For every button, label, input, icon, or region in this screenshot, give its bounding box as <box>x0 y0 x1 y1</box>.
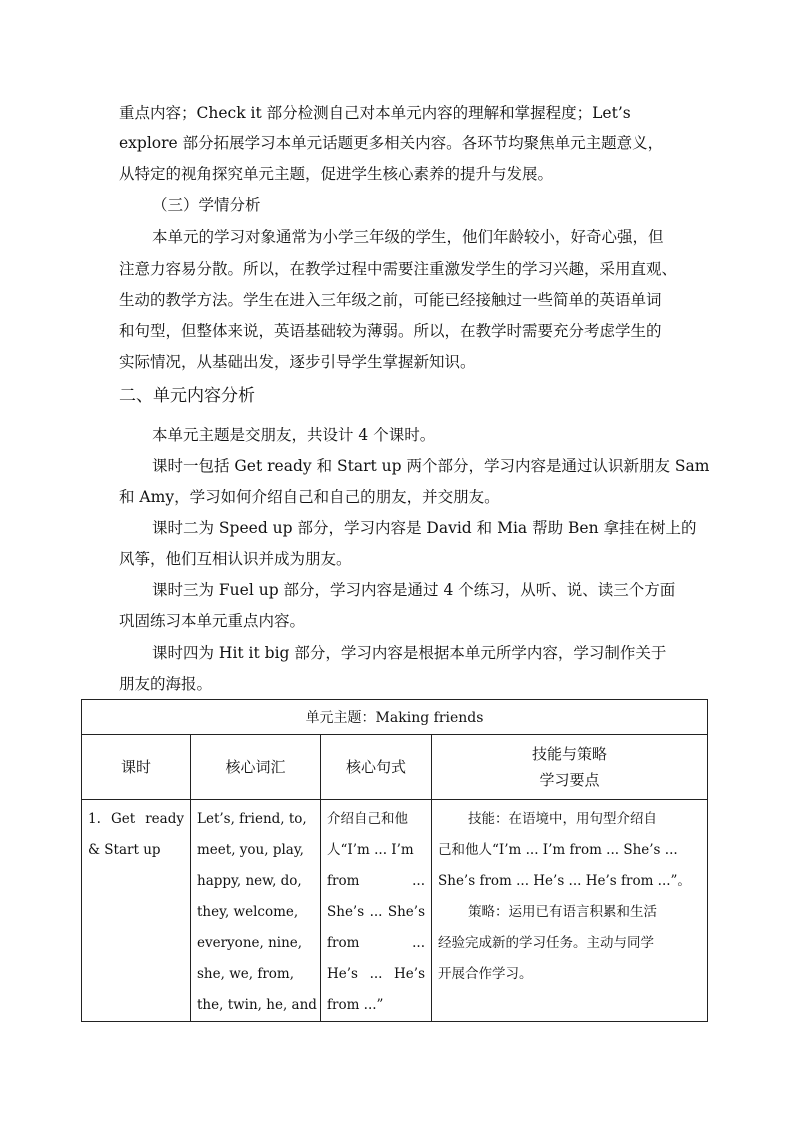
header-key-points-line: 学习要点 <box>539 771 600 789</box>
header-core-vocabulary: 核心词汇 <box>191 735 321 800</box>
pattern-line: She’s ... She’s <box>327 904 425 920</box>
table-row <box>82 800 708 1022</box>
pattern-line: He’s ... He’s <box>327 966 425 982</box>
paragraph-line: 课时三为 Fuel up 部分，学习内容是通过 4 个练习，从听、说、读三个方面 <box>152 581 676 599</box>
paragraph-line: 实际情况，从基础出发，逐步引导学生掌握新知识。 <box>119 353 476 371</box>
skills-line: 经验完成新的学习任务。主动与同学 <box>438 935 654 951</box>
cell-vocabulary <box>191 800 321 1022</box>
header-lesson: 课时 <box>82 735 191 800</box>
table-title: 单元主题：Making friends <box>82 700 708 735</box>
vocab-line: the, twin, he, and <box>197 997 317 1013</box>
vocab-line: meet, you, play, <box>197 842 304 858</box>
vocab-line: happy, new, do, <box>197 873 302 889</box>
cell-lesson <box>82 800 191 1022</box>
header-core-patterns: 核心句式 <box>321 735 432 800</box>
paragraph-line: 本单元主题是交朋友，共设计 4 个课时。 <box>152 426 436 444</box>
pattern-line: from ... <box>327 873 425 889</box>
header-skills-strategies <box>432 735 708 800</box>
vocab-line: they, welcome, <box>197 904 299 920</box>
section-title-learner-analysis: （三）学情分析 <box>152 196 261 214</box>
paragraph-line: 生动的教学方法。学生在进入三年级之前，可能已经接触过一些简单的英语单词 <box>119 291 662 309</box>
lesson-line: 1. Get ready <box>88 811 184 827</box>
paragraph-line: 从特定的视角探究单元主题，促进学生核心素养的提升与发展。 <box>119 165 554 183</box>
paragraph-line: explore 部分拓展学习本单元话题更多相关内容。各环节均聚焦单元主题意义， <box>119 134 664 152</box>
cell-skills <box>432 800 708 1022</box>
pattern-line: from ...” <box>327 997 384 1013</box>
paragraph-line: 课时二为 Speed up 部分，学习内容是 David 和 Mia 帮助 Ben 拿挂在树上的 <box>152 519 697 537</box>
pattern-line: 人“I’m ... I’m <box>327 842 414 858</box>
vocab-line: she, we, from, <box>197 966 294 982</box>
skills-line: 开展合作学习。 <box>438 966 533 982</box>
skills-line: 技能：在语境中，用句型介绍自 <box>468 811 657 827</box>
paragraph-line: 和 Amy，学习如何介绍自己和自己的朋友，并交朋友。 <box>119 488 500 506</box>
paragraph-line: 和句型，但整体来说，英语基础较为薄弱。所以，在教学时需要充分考虑学生的 <box>119 322 662 340</box>
pattern-line: from ... <box>327 935 425 951</box>
paragraph-line: 巩固练习本单元重点内容。 <box>119 612 306 630</box>
skills-line: 己和他人“I’m ... I’m from ... She’s ... <box>438 842 678 858</box>
skills-line: She’s from ... He’s ... He’s from ...”。 <box>438 873 691 889</box>
paragraph-line: 重点内容；Check it 部分检测自己对本单元内容的理解和掌握程度；Let’s <box>119 104 631 122</box>
table-title-row <box>82 700 708 735</box>
unit-plan-table <box>81 699 708 1022</box>
paragraph-line: 注意力容易分散。所以，在教学过程中需要注重激发学生的学习兴趣，采用直观、 <box>119 260 678 278</box>
section-heading-unit-content: 二、单元内容分析 <box>119 386 255 406</box>
paragraph-line: 朋友的海报。 <box>119 675 213 693</box>
header-skills-line: 技能与策略 <box>531 745 607 763</box>
paragraph-line: 风筝，他们互相认识并成为朋友。 <box>119 550 352 568</box>
vocab-line: Let’s, friend, to, <box>197 811 307 827</box>
paragraph-line: 课时四为 Hit it big 部分，学习内容是根据本单元所学内容，学习制作关于 <box>152 644 667 662</box>
pattern-line: 介绍自己和他 <box>327 811 408 827</box>
skills-line: 策略：运用已有语言积累和生活 <box>468 904 657 920</box>
vocab-line: everyone, nine, <box>197 935 303 951</box>
paragraph-line: 课时一包括 Get ready 和 Start up 两个部分，学习内容是通过认识新朋友 Sam <box>152 457 710 475</box>
cell-patterns <box>321 800 432 1022</box>
lesson-line: & Start up <box>88 842 161 858</box>
paragraph-line: 本单元的学习对象通常为小学三年级的学生，他们年龄较小，好奇心强，但 <box>152 228 664 246</box>
table-header-row <box>82 735 708 800</box>
